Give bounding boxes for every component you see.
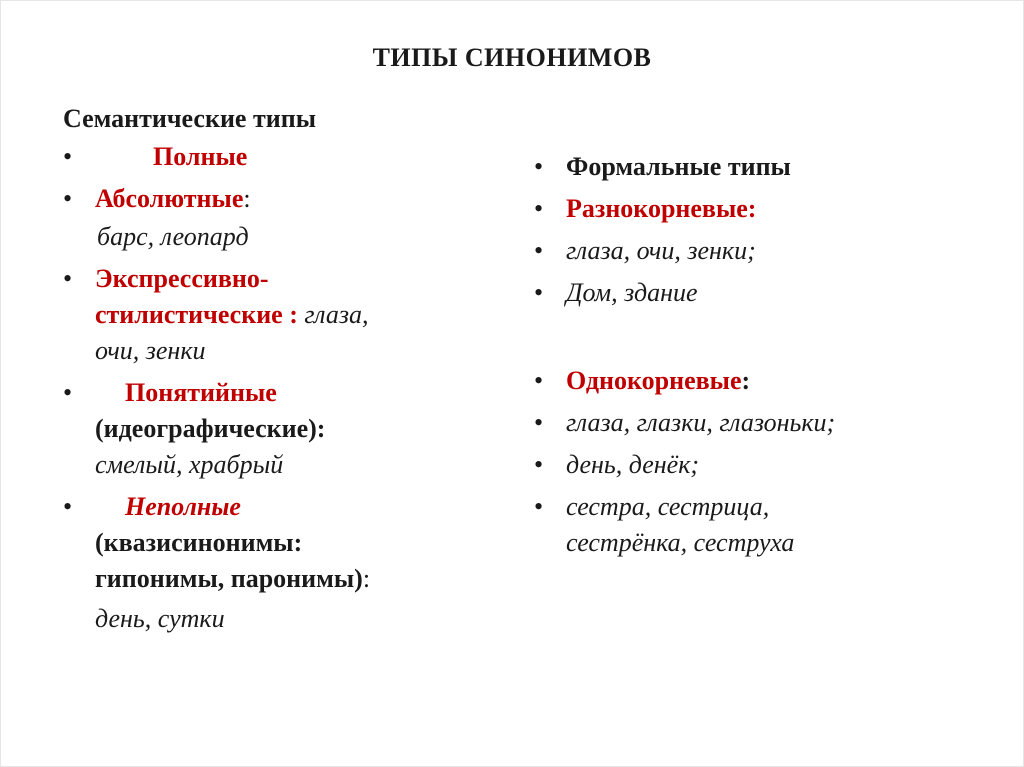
list-item-same-example2 xyxy=(534,447,974,483)
conceptual-line1: • Понятийные xyxy=(125,378,277,407)
same-root-colon: : xyxy=(741,366,751,395)
list-item-conceptual xyxy=(63,375,483,483)
absolute-colon: : xyxy=(243,184,251,213)
list-item-full xyxy=(63,139,483,175)
same-example3-line2: сестрёнка, сеструха xyxy=(566,528,795,557)
semantic-types-list xyxy=(63,139,483,637)
expressive-line1: • Экспрессивно- xyxy=(95,264,269,293)
same-example1: глаза, глазки, глазоньки; xyxy=(566,408,836,437)
diff-example2: Дом, здание xyxy=(566,278,698,307)
same-example3-line1: • сестра, сестрица, xyxy=(566,492,770,521)
quasi-colon: : xyxy=(362,564,371,593)
list-item-same-example1 xyxy=(534,405,974,441)
full-label: Полные xyxy=(153,142,248,171)
expressive-example1: глаза, xyxy=(297,300,369,329)
diff-example1: глаза, очи, зенки; xyxy=(566,236,756,265)
list-item-expressive xyxy=(63,261,483,369)
incomplete-example: день, сутки xyxy=(95,604,225,633)
formal-types-heading: Формальные типы xyxy=(566,152,791,181)
expressive-example2: очи, зенки xyxy=(95,336,206,365)
list-item-diff-root xyxy=(534,191,974,227)
absolute-label: Абсолютные xyxy=(95,184,244,213)
formal-types-column xyxy=(534,149,974,567)
conceptual-line2: (идеографические): xyxy=(95,414,326,443)
list-item-same-root xyxy=(534,363,974,399)
list-item-incomplete xyxy=(63,489,483,637)
expressive-line2: стилистические : xyxy=(95,300,298,329)
quasi-line1: (квазисинонимы: xyxy=(95,528,303,557)
list-item-absolute xyxy=(63,181,483,255)
diff-root-label: Разнокорневые: xyxy=(566,194,757,223)
semantic-types-column xyxy=(63,99,483,643)
quasi-line2: гипонимы, паронимы) xyxy=(95,564,363,593)
conceptual-example: смелый, храбрый xyxy=(95,450,284,479)
same-example2: день, денёк; xyxy=(566,450,700,479)
same-root-label: Однокорневые xyxy=(566,366,742,395)
slide-title: ТИПЫ СИНОНИМОВ xyxy=(372,43,652,72)
list-item-formal-heading xyxy=(534,149,974,185)
semantic-types-heading: Семантические типы xyxy=(63,104,316,133)
spacer xyxy=(534,317,974,363)
absolute-example: барс, леопард xyxy=(97,222,249,251)
list-item-same-example3 xyxy=(534,489,974,561)
formal-types-list xyxy=(534,149,974,561)
list-item-diff-example1 xyxy=(534,233,974,269)
list-item-diff-example2 xyxy=(534,275,974,311)
incomplete-label: • Неполные xyxy=(125,492,241,521)
